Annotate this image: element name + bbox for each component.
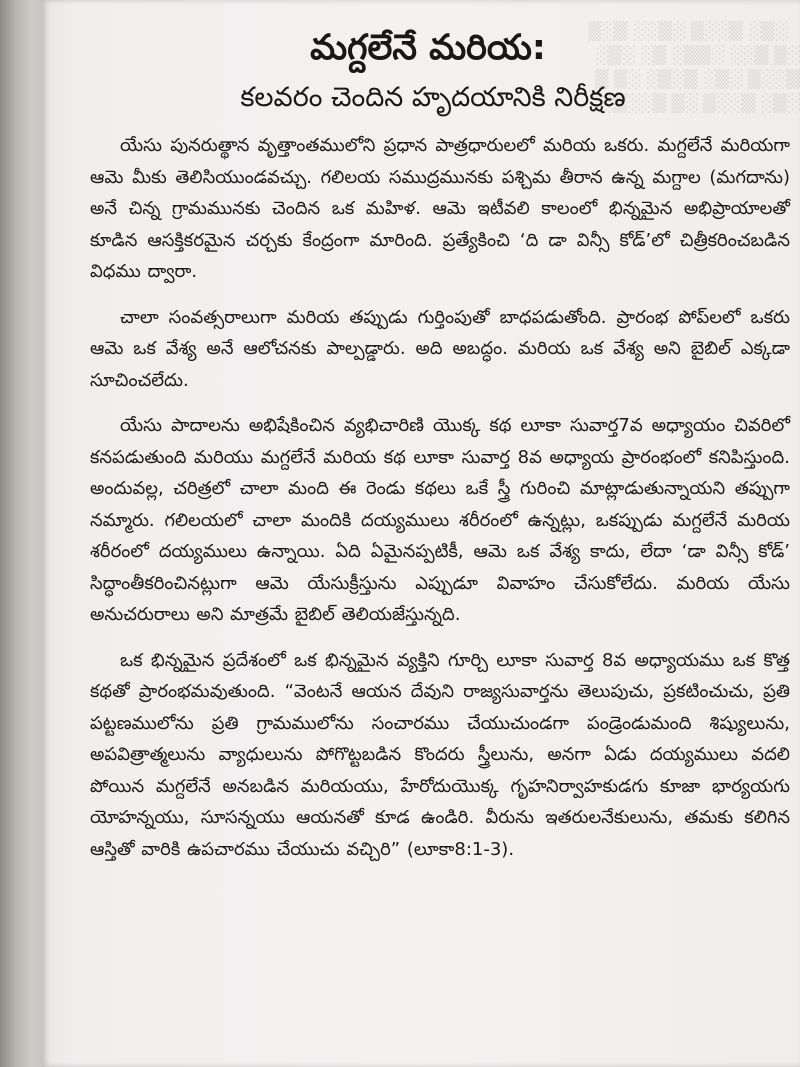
book-spine-edge [0, 0, 46, 1067]
paragraph-4: ఒక భిన్నమైన ప్రదేశంలో ఒక భిన్నమైన వ్యక్తిని గూర్చి లూకా సువార్త 8వ అధ్యాయము ఒక కొత్త కథతో ప్రారంభమవుతుంది. “వెంటనే ఆయన దేవుని రాజ్యసువార్తను తెలుపుచు, ప్రకటించుచు, ప్రతి పట్టణములోను ప్రతి గ్రామములోను సంచారము చేయుచుండగా పండ్రెండుమంది శిష్యులును, అపవిత్రాత్మలును వ్యాధులును పోగొట్టబడిన కొందరు స్త్రీలును, అనగా ఏడు దయ్యములు వదలి పోయిన మగ్దలేనే అనబడిన మరియయు, హేరోదుయొక్క గృహనిర్వాహకుడగు కూజా భార్యయగు యోహన్నయు, సూసన్నయు ఆయనతో కూడ ఉండిరి. వీరును ఇతరులనేకులును, తమకు కలిగిన ఆస్తితో వారికి ఉపచారము చేయుచు వచ్చిరి” (లూకా8:1-3). [90, 649, 790, 860]
page-subtitle: కలవరం చెందిన హృదయానికి నిరీక్షణ [240, 82, 626, 113]
page-title: మగ్దలేనే మరియ: [310, 28, 546, 68]
paragraph-3: యేసు పాదాలను అభిషేకించిన వ్యభిచారిణి యొక్క కథ లూకా సువార్త7వ అధ్యాయం చివరిలో కనపడుతుంది మరియు మగ్దలేనే మరియ కథ లూకా సువార్త 8వ అధ్యాయ ప్రారంభంలో కనిపిస్తుంది. అందువల్ల, చరిత్రలో చాలా మంది ఈ రెండు కథలు ఒకే స్త్రీ గురించి మాట్లాడుతున్నాయని తప్పుగా నమ్మారు. గలిలయలో చాలా మందికి దయ్యములు శరీరంలో ఉన్నట్లు, ఒకప్పుడు మగ్దలేనే మరియ శరీరంలో దయ్యములు ఉన్నాయి. ఏది ఏమైనప్పటికీ, ఆమె ఒక వేశ్య కాదు, లేదా ‘డా విన్సీ కోడ్’ సిద్ధాంతీకరించినట్లుగా ఆమె యేసుక్రీస్తును ఎప్పుడూ వివాహం చేసుకోలేదు. మరియ యేసు అనుచరురాలు అని మాత్రమే బైబిల్ తెలియజేస్తున్నది. [90, 415, 790, 625]
paragraph-2: చాలా సంవత్సరాలుగా మరియ తప్పుడు గుర్తింపుతో బాధపడుతోంది. ప్రారంభ పోప్‌లలో ఒకరు ఆమె ఒక వేశ్య అనే ఆలోచనకు పాల్పడ్డారు. అది అబద్ధం. మరియ ఒక వేశ్య అని బైబిల్ ఎక్కడా సూచించలేదు. [90, 306, 790, 391]
book-page [42, 0, 800, 1067]
body-text [90, 130, 790, 879]
show-through-text: ⠀░▒░ ▒░░▒ ░▒░░ ▒░▒ ░▒ ▒░░ ░▒▒░ ▒░ ░▒░ ▒░░▒ ░▒░ ▒░▒░ ░▒ ▒ ░▒░ ▒░░▒ ░▒ ▒░░▒░ [588, 22, 800, 114]
chapter-header [42, 26, 800, 116]
paragraph-1: యేసు పునరుత్థాన వృత్తాంతములోని ప్రధాన పాత్రధారులలో మరియ ఒకరు. మగ్దలేనే మరియగా ఆమె మీకు తెలిసియుండవచ్చు. గలిలయ సముద్రమునకు పశ్చిమ తీరాన ఉన్న మగ్దాల (మగదాను) అనే చిన్న గ్రామమునకు చెందిన ఒక మహిళ. ఆమె ఇటీవలి కాలంలో భిన్నమైన అభిప్రాయాలతో కూడిన ఆసక్తికరమైన చర్చకు కేంద్రంగా మారింది. ప్రత్యేకించి ‘ది డా విన్సీ కోడ్’లో చిత్రీకరించబడిన విధము ద్వారా. [90, 135, 790, 282]
